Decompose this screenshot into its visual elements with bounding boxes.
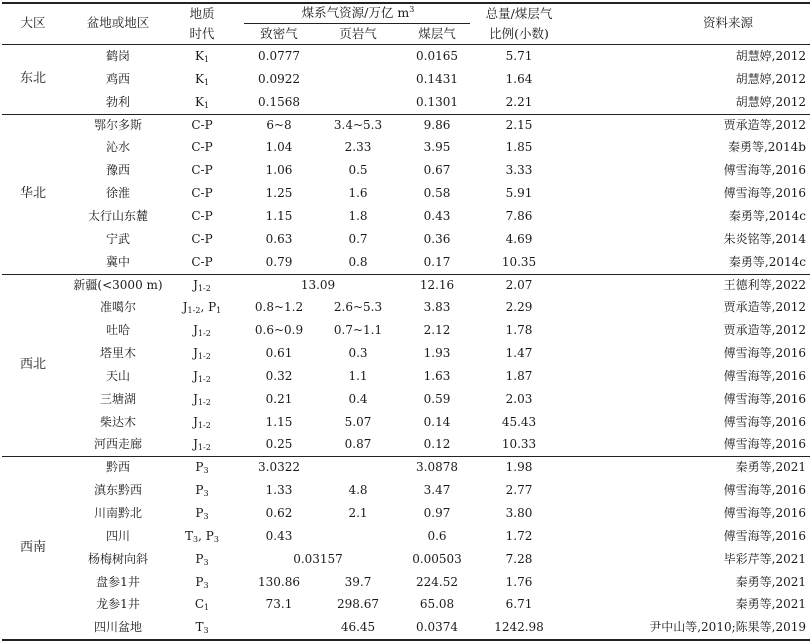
age-symbol: C-P <box>191 186 213 201</box>
age-symbol: C-P <box>191 208 213 223</box>
shale-gas-value: 0.5 <box>348 163 368 178</box>
header-resource-group <box>302 6 415 20</box>
cbm-value: 0.97 <box>423 506 451 520</box>
age-symbol: P <box>195 506 204 520</box>
cbm-value: 0.43 <box>423 208 451 223</box>
basin-name: 新疆(<3000 m) <box>73 277 163 292</box>
tight-gas-value: 130.86 <box>258 574 300 589</box>
basin-name: 鸡西 <box>105 71 131 86</box>
region-separator <box>2 274 810 275</box>
tight-gas-value: 1.25 <box>265 186 293 201</box>
cbm-value: 2.12 <box>423 323 451 338</box>
source-ref: 胡慧婷,2012 <box>735 94 806 109</box>
cbm-value: 0.12 <box>423 437 451 452</box>
subscript: 1 <box>203 77 210 87</box>
basin-name: 川南黔北 <box>93 506 143 520</box>
age-symbol: C-P <box>191 140 213 155</box>
source-ref: 秦勇等,2014c <box>728 208 806 223</box>
tight-gas-value: 73.1 <box>265 597 293 612</box>
header-resource-unit: m <box>393 5 410 20</box>
source-ref: 傅雪海等,2016 <box>723 391 806 406</box>
cbm-value: 0.14 <box>423 414 451 429</box>
basin-name: 四川 <box>105 528 131 543</box>
age-symbol: C <box>194 597 205 612</box>
tight-gas-value: 1.33 <box>265 483 293 498</box>
shale-gas-value: 0.87 <box>344 437 372 452</box>
ratio-value: 1242.98 <box>494 620 544 635</box>
shale-gas-value: 4.8 <box>348 483 368 498</box>
tight-gas-value: 0.0922 <box>258 71 300 86</box>
ratio-value: 1.64 <box>505 71 533 86</box>
cbm-value: 0.1431 <box>416 71 458 86</box>
tight-gas-value: 0.62 <box>265 506 293 520</box>
header-region: 大区 <box>20 15 46 30</box>
basin-name: 杨梅树向斜 <box>87 551 149 566</box>
subscript: 1-2 <box>187 306 201 316</box>
subscript: 3 <box>193 534 199 544</box>
geologic-age <box>193 346 211 360</box>
shale-gas-value: 0.7 <box>348 231 368 246</box>
geologic-age <box>193 415 211 429</box>
header-shale-gas: 页岩气 <box>339 26 377 41</box>
age-symbol: C-P <box>191 117 213 132</box>
tight-gas-value: 1.15 <box>265 414 293 429</box>
ratio-value: 2.15 <box>505 117 533 132</box>
subscript: 3 <box>203 557 209 567</box>
ratio-value: 5.71 <box>505 49 533 63</box>
shale-gas-value: 39.7 <box>344 574 372 589</box>
geologic-age <box>193 369 211 383</box>
ratio-value: 7.28 <box>505 551 533 566</box>
basin-name: 准噶尔 <box>99 300 137 315</box>
tight-gas-value: 0.25 <box>265 437 293 452</box>
subscript: 3 <box>203 626 209 636</box>
basin-name: 沁水 <box>105 140 131 155</box>
age-symbol: J <box>193 346 198 361</box>
subscript: 1 <box>203 100 210 110</box>
cbm-value: 1.63 <box>423 368 451 383</box>
region-label: 东北 <box>19 71 47 87</box>
subscript: 1-2 <box>197 397 211 407</box>
ratio-value: 1.78 <box>505 323 533 338</box>
age-symbol: J <box>193 437 198 452</box>
tight-gas-value: 0.43 <box>265 528 293 543</box>
tight-gas-value: 6~8 <box>266 117 292 132</box>
geologic-age <box>195 72 209 86</box>
basin-name: 龙参1井 <box>96 597 140 612</box>
source-ref: 秦勇等,2014c <box>728 254 806 269</box>
basin-name: 冀中 <box>105 254 131 269</box>
shale-gas-value: 1.1 <box>348 368 368 383</box>
age-symbol: K <box>194 49 204 63</box>
age-symbol: J <box>193 368 198 383</box>
ratio-value: 1.98 <box>505 460 533 475</box>
ratio-value: 1.47 <box>505 346 533 361</box>
age-symbol: T <box>185 528 194 543</box>
source-ref: 秦勇等,2014b <box>727 140 806 155</box>
header-rule <box>2 44 810 45</box>
geologic-age <box>191 232 212 246</box>
source-ref: 傅雪海等,2016 <box>723 414 806 429</box>
basin-name: 吐哈 <box>105 323 131 338</box>
age-symbol: P <box>195 574 204 589</box>
source-ref: 傅雪海等,2016 <box>723 528 806 543</box>
top-rule <box>2 2 810 4</box>
shale-gas-value: 298.67 <box>337 597 379 612</box>
age-symbol: P <box>195 551 204 566</box>
tight-gas-value: 0.8~1.2 <box>254 300 304 315</box>
shale-gas-value: 0.8 <box>348 254 368 269</box>
ratio-value: 2.29 <box>505 300 533 315</box>
cbm-value: 9.86 <box>423 117 451 132</box>
region-label: 西北 <box>19 356 47 372</box>
subscript: 3 <box>203 512 209 521</box>
ratio-value: 1.72 <box>505 528 533 543</box>
geologic-age <box>195 460 208 474</box>
age-symbol: C-P <box>191 163 213 178</box>
age-symbol: C-P <box>191 254 213 269</box>
source-ref: 秦勇等,2021 <box>735 574 806 589</box>
source-ref: 胡慧婷,2012 <box>735 49 806 63</box>
cbm-value: 0.67 <box>423 163 451 178</box>
shale-gas-value: 1.8 <box>348 208 368 223</box>
basin-name: 宁武 <box>105 231 131 246</box>
source-ref: 贾承造等,2012 <box>723 323 806 338</box>
geologic-age <box>191 209 212 223</box>
age-symbol: P <box>208 300 217 315</box>
age-symbol: K <box>194 94 204 109</box>
age-symbol: P <box>195 483 204 498</box>
cbm-value: 3.0878 <box>416 460 458 475</box>
basin-name: 鄂尔多斯 <box>93 117 143 132</box>
header-age-line1: 地质 <box>189 6 215 21</box>
cbm-value: 3.95 <box>423 140 451 155</box>
tight-gas-value: 0.21 <box>265 391 293 406</box>
cbm-value: 0.1301 <box>416 94 458 109</box>
age-symbol: J <box>193 277 198 292</box>
basin-name: 黔西 <box>105 460 131 475</box>
source-ref: 傅雪海等,2016 <box>723 437 806 452</box>
ratio-value: 6.71 <box>505 597 533 612</box>
tight-gas-value: 0.61 <box>265 346 293 361</box>
subscript: 3 <box>203 466 209 476</box>
tight-gas-value: 0.63 <box>265 231 293 246</box>
ratio-value: 2.07 <box>505 277 533 292</box>
source-ref: 秦勇等,2021 <box>735 597 806 612</box>
ratio-value: 10.35 <box>501 254 537 269</box>
geologic-age <box>191 163 212 177</box>
basin-name: 四川盆地 <box>93 620 143 635</box>
geologic-age <box>193 392 211 406</box>
cbm-value: 12.16 <box>419 277 455 292</box>
shale-gas-value: 0.3 <box>348 346 368 361</box>
shale-gas-value: 1.6 <box>348 186 368 201</box>
basin-name: 滇东黔西 <box>93 483 143 498</box>
header-ratio-line2: 比例(小数) <box>489 26 549 41</box>
basin-name: 太行山东麓 <box>87 208 149 223</box>
basin-name: 河西走廊 <box>93 437 143 452</box>
header-cbm: 煤层气 <box>418 26 456 41</box>
shale-gas-value: 2.33 <box>344 140 372 155</box>
source-ref: 毕彩芹等,2021 <box>723 551 806 566</box>
subscript: 1-2 <box>197 352 211 362</box>
cbm-value: 3.47 <box>423 483 451 498</box>
shale-gas-value: 5.07 <box>344 414 372 429</box>
subscript: 1 <box>204 603 210 613</box>
tight-gas-value: 1.04 <box>265 140 293 155</box>
basin-name: 鹤岗 <box>105 49 131 63</box>
ratio-value: 2.21 <box>505 94 533 109</box>
shale-gas-value: 2.1 <box>348 506 368 520</box>
geologic-age <box>195 483 208 497</box>
geologic-age <box>195 95 209 109</box>
region-separator <box>2 114 810 115</box>
cbm-value: 1.93 <box>423 346 451 361</box>
age-symbol: P <box>205 528 214 543</box>
tight-gas-value: 1.15 <box>265 208 293 223</box>
geologic-age <box>185 529 219 543</box>
shale-gas-value: 3.4~5.3 <box>333 117 383 132</box>
basin-name: 柴达木 <box>99 414 137 429</box>
subscript: 1-2 <box>197 374 211 384</box>
cbm-value: 0.36 <box>423 231 451 246</box>
subscript: 3 <box>213 534 219 544</box>
shale-gas-value: 0.7~1.1 <box>333 323 383 338</box>
shale-gas-value: 0.4 <box>348 391 368 406</box>
age-symbol: J <box>193 323 198 338</box>
basin-name: 勃利 <box>105 94 131 109</box>
ratio-value: 1.85 <box>505 140 533 155</box>
geologic-age <box>195 49 209 63</box>
tight-gas-value: 3.0322 <box>258 460 300 475</box>
region-label: 华北 <box>19 185 47 201</box>
ratio-value: 2.77 <box>505 483 533 498</box>
cbm-value: 0.6 <box>427 528 447 543</box>
age-symbol: K <box>194 71 204 86</box>
ratio-value: 45.43 <box>501 414 537 429</box>
source-ref: 朱炎铭等,2014 <box>723 231 806 246</box>
ratio-value: 7.86 <box>505 208 533 223</box>
region-label: 西南 <box>19 539 47 555</box>
cbm-value: 224.52 <box>416 574 458 589</box>
ratio-value: 3.80 <box>505 506 533 520</box>
tight-gas-value: 1.06 <box>265 163 293 178</box>
source-ref: 傅雪海等,2016 <box>723 506 806 520</box>
geologic-age <box>195 597 209 611</box>
subscript: 1-2 <box>197 420 211 430</box>
subscript: 1-2 <box>197 283 211 293</box>
source-ref: 王德利等,2022 <box>723 277 806 292</box>
geologic-age <box>191 255 212 269</box>
header-resource-label: 煤系气资源/万亿 <box>301 5 394 20</box>
age-symbol: J <box>182 300 188 315</box>
tight-shale-merged-value: 13.09 <box>300 277 336 292</box>
cbm-value: 0.59 <box>423 391 451 406</box>
basin-name: 徐淮 <box>105 186 131 201</box>
cbm-value: 0.0374 <box>416 620 458 635</box>
ratio-value: 3.33 <box>505 163 533 178</box>
subscript: 3 <box>203 580 209 590</box>
tight-gas-value: 0.0777 <box>258 49 300 63</box>
geologic-age <box>191 140 212 154</box>
source-ref: 秦勇等,2021 <box>735 460 806 475</box>
geologic-age <box>191 186 212 200</box>
source-ref: 贾承造等,2012 <box>723 300 806 315</box>
ratio-value: 5.91 <box>505 186 533 201</box>
ratio-value: 1.76 <box>505 574 533 589</box>
subscript: 3 <box>203 489 209 499</box>
resource-group-rule <box>244 23 470 24</box>
tight-gas-value: 0.6~0.9 <box>254 323 304 338</box>
basin-name: 盘参1井 <box>96 574 140 589</box>
source-ref: 胡慧婷,2012 <box>735 71 806 86</box>
geologic-age <box>195 575 208 589</box>
geologic-age <box>195 552 208 566</box>
age-symbol: P <box>195 460 204 475</box>
cbm-value: 65.08 <box>419 597 455 612</box>
basin-name: 豫西 <box>105 163 131 178</box>
tight-gas-value: 0.32 <box>265 368 293 383</box>
ratio-value: 4.69 <box>505 231 533 246</box>
region-separator <box>2 456 810 457</box>
ratio-value: 1.87 <box>505 368 533 383</box>
source-ref: 尹中山等,2010;陈果等,2019 <box>649 620 806 635</box>
age-symbol: J <box>193 391 198 406</box>
basin-name: 塔里木 <box>99 346 137 361</box>
shale-gas-value: 2.6~5.3 <box>333 300 383 315</box>
subscript: 1 <box>216 306 222 316</box>
cbm-value: 0.00503 <box>412 551 462 566</box>
subscript: 1-2 <box>197 443 211 453</box>
geologic-age <box>183 300 222 314</box>
geologic-age <box>191 118 212 132</box>
header-ratio-line1: 总量/煤层气 <box>485 6 553 21</box>
source-ref: 傅雪海等,2016 <box>723 368 806 383</box>
geologic-age <box>193 437 211 451</box>
source-ref: 傅雪海等,2016 <box>723 163 806 178</box>
basin-name: 三塘湖 <box>99 391 137 406</box>
basin-name: 天山 <box>105 368 131 383</box>
source-ref: 贾承造等,2012 <box>723 117 806 132</box>
age-separator: , <box>198 528 206 543</box>
source-ref: 傅雪海等,2016 <box>723 186 806 201</box>
age-symbol: C-P <box>191 231 213 246</box>
cbm-value: 0.58 <box>423 186 451 201</box>
header-age-line2: 时代 <box>189 26 215 41</box>
source-ref: 傅雪海等,2016 <box>723 483 806 498</box>
age-symbol: T <box>195 620 204 635</box>
tight-gas-value: 0.1568 <box>258 94 300 109</box>
ratio-value: 10.33 <box>501 437 537 452</box>
tight-gas-value: 0.79 <box>265 254 293 269</box>
cbm-value: 3.83 <box>423 300 451 315</box>
cbm-value: 0.0165 <box>416 49 458 63</box>
subscript: 1-2 <box>197 329 211 339</box>
geologic-age <box>193 323 211 337</box>
ratio-value: 2.03 <box>505 391 533 406</box>
geologic-age <box>195 620 208 634</box>
age-symbol: J <box>193 414 198 429</box>
age-separator: , <box>200 300 209 315</box>
bottom-rule <box>2 639 810 641</box>
header-basin: 盆地或地区 <box>86 15 150 30</box>
header-source: 资料来源 <box>702 15 754 30</box>
header-tight-gas: 致密气 <box>260 26 298 41</box>
subscript: 1 <box>203 55 210 64</box>
tight-shale-merged-value: 0.03157 <box>293 551 343 566</box>
geologic-age <box>193 278 211 292</box>
shale-gas-value: 46.45 <box>340 620 376 635</box>
source-ref: 傅雪海等,2016 <box>723 346 806 361</box>
geologic-age <box>195 506 208 520</box>
cbm-value: 0.17 <box>423 254 451 269</box>
header-resource-unit-exp: 3 <box>409 5 415 14</box>
